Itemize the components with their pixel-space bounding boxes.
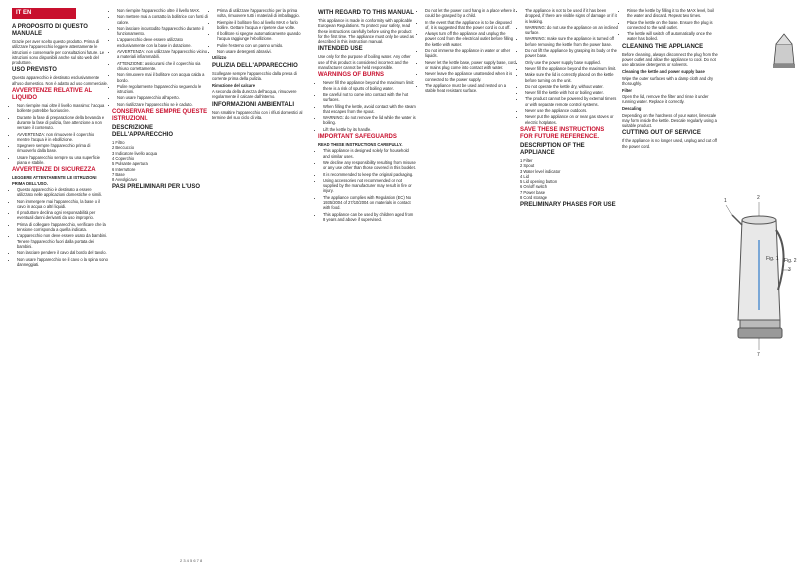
base-cleaning-heading: Cleaning the kettle and power supply base xyxy=(622,69,705,75)
part-label-2: 2 xyxy=(757,195,760,201)
list-item: • Never leave the appliance unattended when it is connected to the power supply. xyxy=(425,71,516,82)
list-item: • It is recommended to keep the original packaging. xyxy=(323,172,416,177)
list-item: • Spegnere sempre l'apparecchio prima di rimuoverlo dalla base. xyxy=(17,143,108,154)
use-heading: USO PREVISTO xyxy=(12,67,57,74)
column-5 xyxy=(420,8,516,94)
part-item: 5 Lid opening button xyxy=(520,179,558,185)
list-item: • In the event that the appliance is to be disposed of, it is suggested that the power cord is cut off. xyxy=(425,20,516,31)
intended-use-text: Use only for the purpose of boiling water. Any other use of this product is considered incorrect and the manufacturer cannot be held responsible. xyxy=(318,54,411,71)
list-item: • The product cannot be powered by external timers or with separate remote control systems. xyxy=(525,96,618,107)
safety-heading: AVVERTENZE DI SICUREZZA xyxy=(12,167,96,174)
manual-heading: WITH REGARD TO THIS MANUAL xyxy=(318,10,414,16)
burns-heading: WARNINGS OF BURNS xyxy=(318,72,384,79)
column-1 xyxy=(12,22,108,268)
list-item: • Pulire regolarmente l'apparecchio seguendo le istruzioni. xyxy=(117,84,208,95)
list-item: • Non riutilizzare l'apparecchio se è caduto. xyxy=(117,102,208,107)
list-item: • AVVERTENZA: non utilizzare l'apparecchio vicino a materiali infiammabili. xyxy=(117,49,208,60)
preliminary-list xyxy=(622,8,718,42)
list-item: • Only use the power supply base supplied. xyxy=(525,60,618,65)
part-item: 1 Filter xyxy=(520,157,533,163)
filter-heading: Filter xyxy=(622,87,633,93)
list-item: • Never fill the appliance beyond the maximum limit. xyxy=(525,66,618,71)
page-number: 2 3 4 5 6 7 8 xyxy=(180,558,203,563)
usage-heading: Utilizzo xyxy=(212,55,227,61)
part-item: 2 Beccuccio xyxy=(112,145,135,151)
description-heading: DESCRIZIONE DELL'APPARECCHIO xyxy=(112,125,173,139)
first-use-list xyxy=(212,8,308,54)
part-label-3: 3 xyxy=(788,267,791,273)
list-item: • Non immergere mai l'apparecchio, la base o il cavo in acqua o altri liquidi. xyxy=(17,199,108,210)
description-heading-en: DESCRIPTION OF THE APPLIANCE xyxy=(520,142,585,156)
language-tab: IT EN xyxy=(12,8,76,19)
list-item: • Non usare l'apparecchio all'aperto. xyxy=(117,95,208,100)
environment-heading: INFORMAZIONI AMBIENTALI xyxy=(212,101,294,108)
kettle-figure-1 xyxy=(724,20,794,540)
list-item: • Never let the kettle base, power supply base, cord or mains plug come into contact with water. xyxy=(425,60,516,71)
descaling-text: A seconda della durezza dell'acqua, rimuovere regolarmente il calcare dall'interno. xyxy=(212,89,297,100)
list-item: • Non riempire l'apparecchio oltre il livello MAX. xyxy=(117,8,208,13)
list-item: • Non lasciare pendere il cavo dal bordo del tavolo. xyxy=(17,250,108,255)
list-item: • WARNING: do not use the appliance on an inclined surface. xyxy=(525,25,618,36)
environment-text: Non smaltire l'apparecchio con i rifiuti domestici al termine del suo ciclo di vita. xyxy=(212,109,303,121)
descaling-heading: Rimozione del calcare xyxy=(212,82,256,88)
list-item: • Rinse the kettle by filling it to the MAX level, boil the water and discard. Repeat two times. xyxy=(627,8,718,19)
part-item: 7 Base xyxy=(112,171,125,177)
keep-instructions: CONSERVARE SEMPRE QUESTE ISTRUZIONI. xyxy=(112,109,208,123)
list-item: • Always turn off the appliance and unplug the power cord from the electrical outlet before filling the kettle with water. xyxy=(425,31,516,47)
parts-list xyxy=(112,140,208,182)
list-item: • Non usare detergenti abrasivi. xyxy=(217,49,308,54)
part-item: 7 Power base xyxy=(520,189,546,195)
list-item: • The appliance must be used and rested on a stable heat resistant surface. xyxy=(425,83,516,94)
list-item: • Durante la fase di preparazione della bevanda e durante la fase di pulizia, fare attenzione a non versare il contenuto. xyxy=(17,115,108,131)
list-item: • Never fill the appliance beyond the maximum limit: there is a risk of spurts of boiling water. xyxy=(323,80,416,91)
list-item: • The appliance is not to be used if it has been dropped, if there are visible signs of damage or if it is leaking. xyxy=(525,8,618,24)
list-item: • Place the kettle on the base. Ensure the plug is connected to the wall outlet. xyxy=(627,20,718,31)
descaling-text-en: Depending on the hardness of your water, limescale may form inside the kettle. Descale regularly using a suitable product. xyxy=(622,112,717,129)
figure-2-caption: Fig. 2 xyxy=(784,258,797,264)
column-4 xyxy=(318,8,416,223)
part-item: 3 Water level indicator xyxy=(520,168,561,174)
list-item: • AVVERTENZA: non rimuovere il coperchio mentre l'acqua è in ebollizione. xyxy=(17,132,108,143)
safeguards-heading: IMPORTANT SAFEGUARDS xyxy=(318,134,397,141)
cleaning-text: Scollegare sempre l'apparecchio dalla presa di corrente prima della pulizia. xyxy=(212,70,297,81)
descaling-heading-en: Descaling xyxy=(622,106,642,112)
list-item: • Do not operate the kettle dry, without water. xyxy=(525,84,618,89)
part-item: 8 Cord storage xyxy=(520,195,548,201)
first-use-heading: PASI PRELIMINARI PER L'USO xyxy=(112,184,200,191)
list-item: • Do not lift the appliance by grasping its body or the power base. xyxy=(525,48,618,59)
list-item: • Do not immerse the appliance in water or other liquids. xyxy=(425,48,516,59)
figure-1-caption: Fig. 1 xyxy=(766,256,779,262)
safeguards-list xyxy=(318,148,416,222)
intro-heading: A PROPOSITO DI QUESTO MANUALE xyxy=(12,24,88,37)
kettle-open-lid-illustration xyxy=(770,30,800,70)
list-item: • The kettle will switch off automatically once the water has boiled. xyxy=(627,31,718,42)
list-item: • Il produttore declina ogni responsabilità per eventuali danni derivanti da uso improprio. xyxy=(17,210,108,221)
part-item: 1 Filtro xyxy=(112,140,125,146)
cleaning-heading: PULIZIA DELL'APPARECCHIO xyxy=(212,62,298,69)
kettle-figure-2 xyxy=(770,30,800,70)
part-label-1: 1 xyxy=(724,198,727,204)
column-3 xyxy=(212,8,308,122)
list-item: • Make sure the lid is correctly placed on the kettle before turning on the unit. xyxy=(525,72,618,83)
column-2 xyxy=(112,8,208,192)
column-7 xyxy=(622,8,718,151)
safety-subheading: LEGGERE ATTENTAMENTE LE ISTRUZIONI PRIMA DELL'USO. xyxy=(12,175,97,186)
list-item: • Non rimuovere mai il bollitore con acqua calda a bordo. xyxy=(117,72,208,83)
list-item: • ATTENZIONE: assicurarsi che il coperchio sia chiuso correttamente. xyxy=(117,61,208,72)
intended-use-heading: INTENDED USE xyxy=(318,46,363,53)
list-item: • Non lasciare incustodito l'apparecchio durante il funzionamento. xyxy=(117,26,208,37)
column-6 xyxy=(520,8,618,210)
safety-list xyxy=(12,187,108,267)
part-item: 8 Avvolgicavo xyxy=(112,177,137,183)
part-label-7: 7 xyxy=(757,352,760,358)
list-item: • When filling the kettle, avoid contact with the steam that escapes from the spout. xyxy=(323,104,416,115)
filter-text: Open the lid, remove the filter and rinse it under running water. Replace it correctly. xyxy=(622,94,709,105)
part-item: 3 Indicatore livello acqua xyxy=(112,150,158,156)
safety-list-cont xyxy=(112,8,208,107)
list-item: • This appliance can be used by children aged from 8 years and above if supervised. xyxy=(323,212,416,223)
burns-list xyxy=(318,80,416,132)
list-item: • L'apparecchio non deve essere usato da bambini. Tenere l'apparecchio fuori dalla portata dei bambini. xyxy=(17,233,108,249)
list-item: • Prima di collegare l'apparecchio, verificare che la tensione corrisponda a quella indicata. xyxy=(17,222,108,233)
list-item: • The appliance complies with Regulation (EC) No 1935/2004 of 27/10/2004 on materials in contact with food. xyxy=(323,195,416,211)
list-item: • Never put the appliance on or near gas stoves or electric hotplates. xyxy=(525,114,618,125)
part-item: 4 Coperchio xyxy=(112,155,135,161)
list-item: • L'apparecchio deve essere utilizzato esclusivamente con la base in dotazione. xyxy=(117,37,208,48)
list-item: • Prima di utilizzare l'apparecchio per la prima volta, rimuovere tutti i materiali di imballaggio. xyxy=(217,8,308,19)
part-item: 6 Interruttore xyxy=(112,166,136,172)
list-item: • This appliance is designed solely for household and similar uses. xyxy=(323,148,416,159)
parts-list-en xyxy=(520,158,618,200)
safeguards-list-cont xyxy=(420,8,516,93)
part-item: 5 Pulsante apertura xyxy=(112,161,148,167)
safeguards-subheading: READ THESE INSTRUCTIONS CAREFULLY. xyxy=(318,142,403,148)
warning-list xyxy=(12,103,108,165)
list-item: • Be careful not to come into contact with the hot surfaces. xyxy=(323,92,416,103)
base-cleaning-text: Wipe the outer surfaces with a damp cloth and dry thoroughly. xyxy=(622,75,714,86)
cleaning-text-en: Before cleaning, always disconnect the plug from the power outlet and allow the appliance to cool. Do not use abrasive detergents or solvents. xyxy=(622,51,718,68)
list-item: • Using accessories not recommended or not supplied by the manufacturer may result in fire or injury. xyxy=(323,178,416,194)
list-item: • Usare l'apparecchio sempre su una superficie piana e stabile. xyxy=(17,155,108,166)
list-item: • Riempire il bollitore fino al livello MAX e farlo bollire. Gettare l'acqua e ripetere due volte. xyxy=(217,20,308,31)
list-item: • Never fill the kettle with hot or boiling water. xyxy=(525,90,618,95)
use-text: Questo apparecchio è destinato esclusivamente all'uso domestico. Non è adatto ad uso commerciale. xyxy=(12,75,108,86)
list-item: • Questo apparecchio è destinato a essere utilizzato nelle applicazioni domestiche e simili. xyxy=(17,187,108,198)
list-item: • Pulire l'esterno con un panno umido. xyxy=(217,43,308,48)
list-item: • Do not let the power cord hang in a place where it could be grasped by a child. xyxy=(425,8,516,19)
intro-text: Grazie per aver scelto questo prodotto. Prima di utilizzare l'apparecchio leggere attentamente le istruzioni e conservarle per consultazioni future. Le istruzioni sono disponibili anche sul sito web del produttore. xyxy=(12,39,105,66)
cleaning-heading-en: CLEANING THE APPLIANCE xyxy=(622,43,704,50)
list-item: • We decline any responsibility resulting from misuse or any use other than those covered in this booklet. xyxy=(323,160,416,171)
manual-text: This appliance is made in conformity with applicable European Regulations. To protect your safety, read these instructions carefully before using the product for the first time. The appliance must only be used as described in this instruction manual. xyxy=(318,18,414,45)
save-instructions: SAVE THESE INSTRUCTIONS FOR FUTURE REFERENCE. xyxy=(520,126,605,140)
list-item: • Il bollitore si spegne automaticamente quando l'acqua raggiunge l'ebollizione. xyxy=(217,31,308,42)
part-item: 2 Spout xyxy=(520,163,535,169)
list-item: • WARNING: make sure the appliance is turned off before removing the kettle from the power base. xyxy=(525,36,618,47)
list-item: • Never use the appliance outdoors. xyxy=(525,108,618,113)
list-item: • WARNING: do not remove the lid while the water is boiling. xyxy=(323,115,416,126)
warning-heading: AVVERTENZE RELATIVE AL LIQUIDO xyxy=(12,88,93,102)
list-item: • Non usare l'apparecchio se il cavo o la spina sono danneggiati. xyxy=(17,257,108,268)
list-item: • Lift the kettle by its handle. xyxy=(323,127,416,132)
kettle-illustration xyxy=(724,20,794,540)
safeguards-list-cont2 xyxy=(520,8,618,125)
cutoff-text: If the appliance is no longer used, unplug and cut off the power cord. xyxy=(622,138,717,149)
list-item: • Non mettere mai a contatto la bollitrice con fonti di calore. xyxy=(117,14,208,25)
cutoff-heading: CUTTING OUT OF SERVICE xyxy=(622,130,701,137)
part-item: 4 Lid xyxy=(520,173,529,179)
part-item: 6 On/off switch xyxy=(520,184,548,190)
preliminary-heading: PRELIMINARY PHASES FOR USE xyxy=(520,202,616,209)
list-item: • Non riempire mai oltre il livello massimo: l'acqua bollente potrebbe fuoriuscire. xyxy=(17,103,108,114)
